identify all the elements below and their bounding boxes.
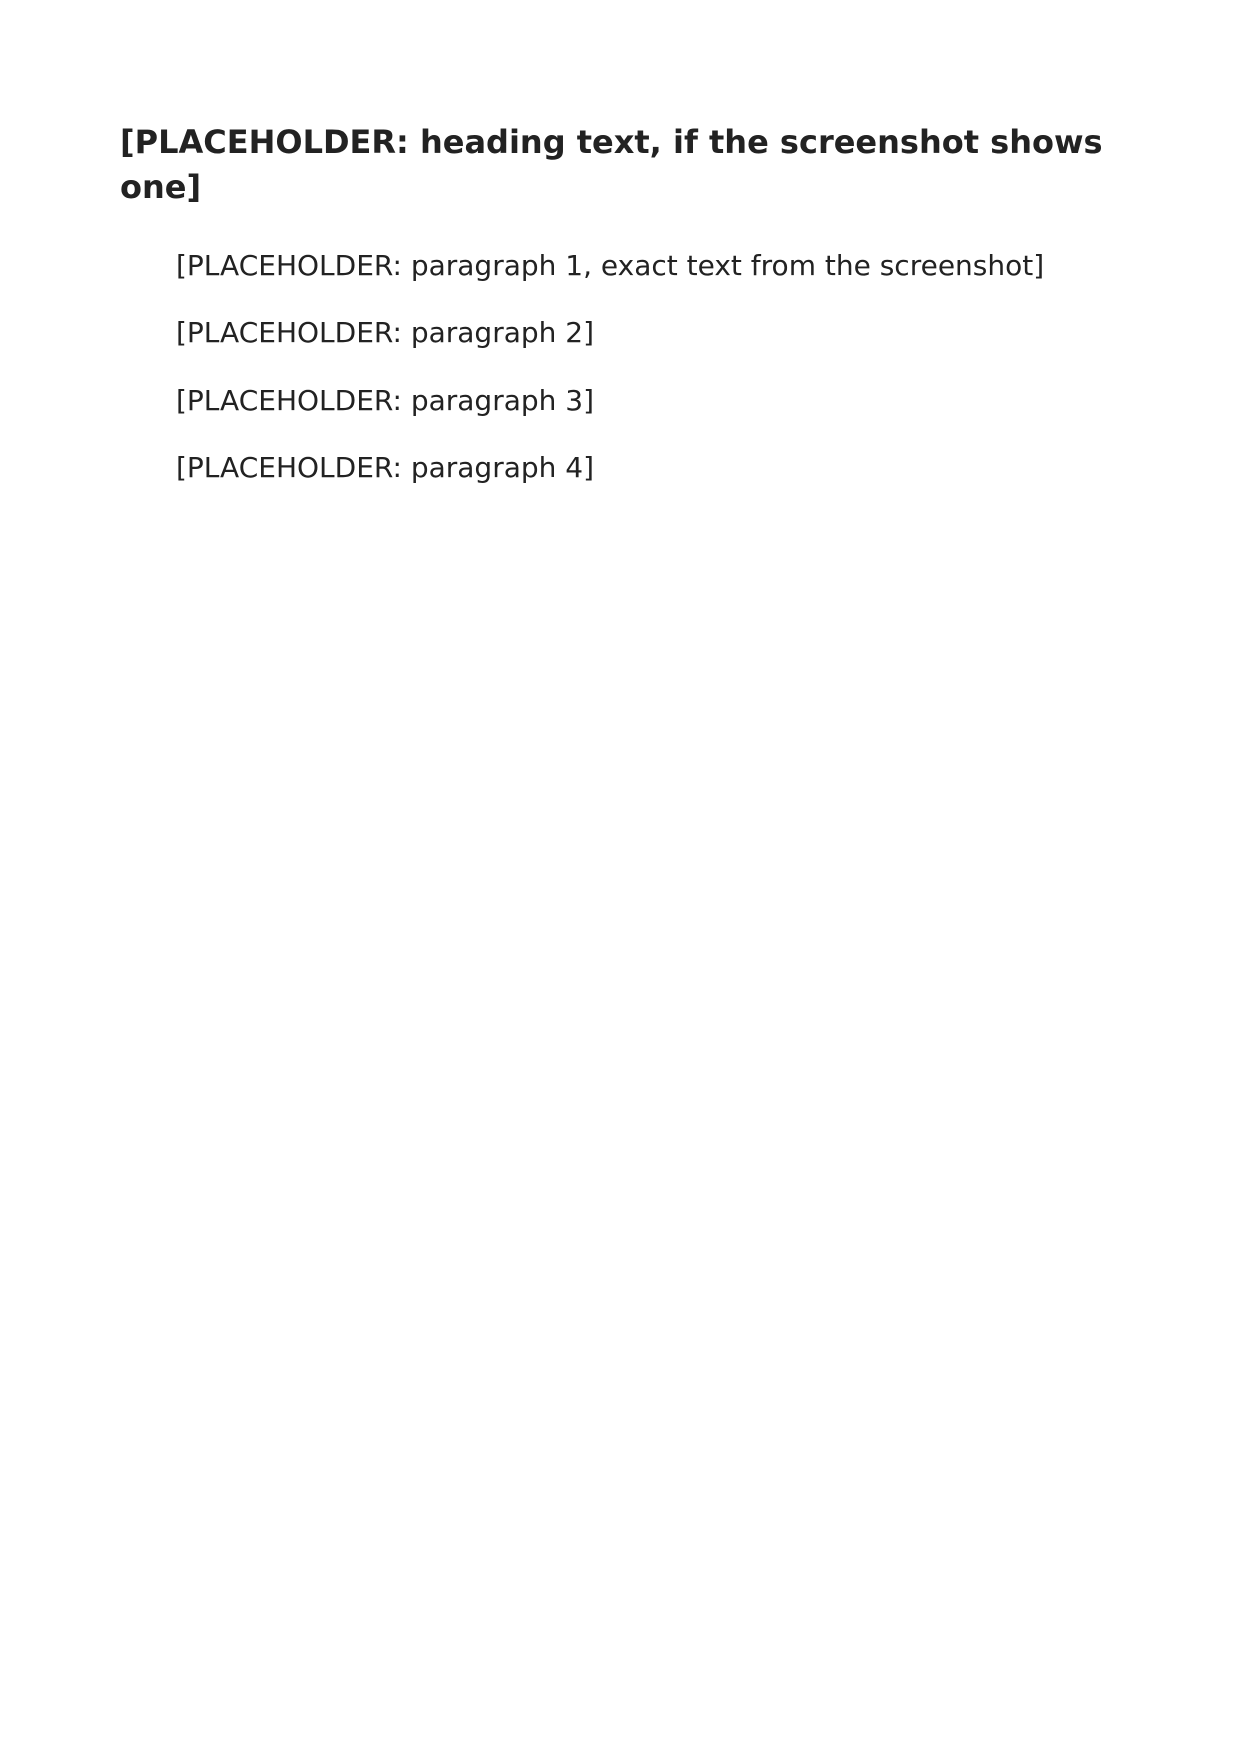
document-title: [PLACEHOLDER: heading text, if the screenshot shows one] (120, 123, 1103, 206)
document-paragraph: [PLACEHOLDER: paragraph 1, exact text from the screenshot] (176, 248, 1045, 282)
document-paragraph: [PLACEHOLDER: paragraph 3] (176, 383, 595, 417)
document-paragraph: [PLACEHOLDER: paragraph 2] (176, 316, 595, 350)
document-paragraph: [PLACEHOLDER: paragraph 4] (176, 451, 595, 485)
